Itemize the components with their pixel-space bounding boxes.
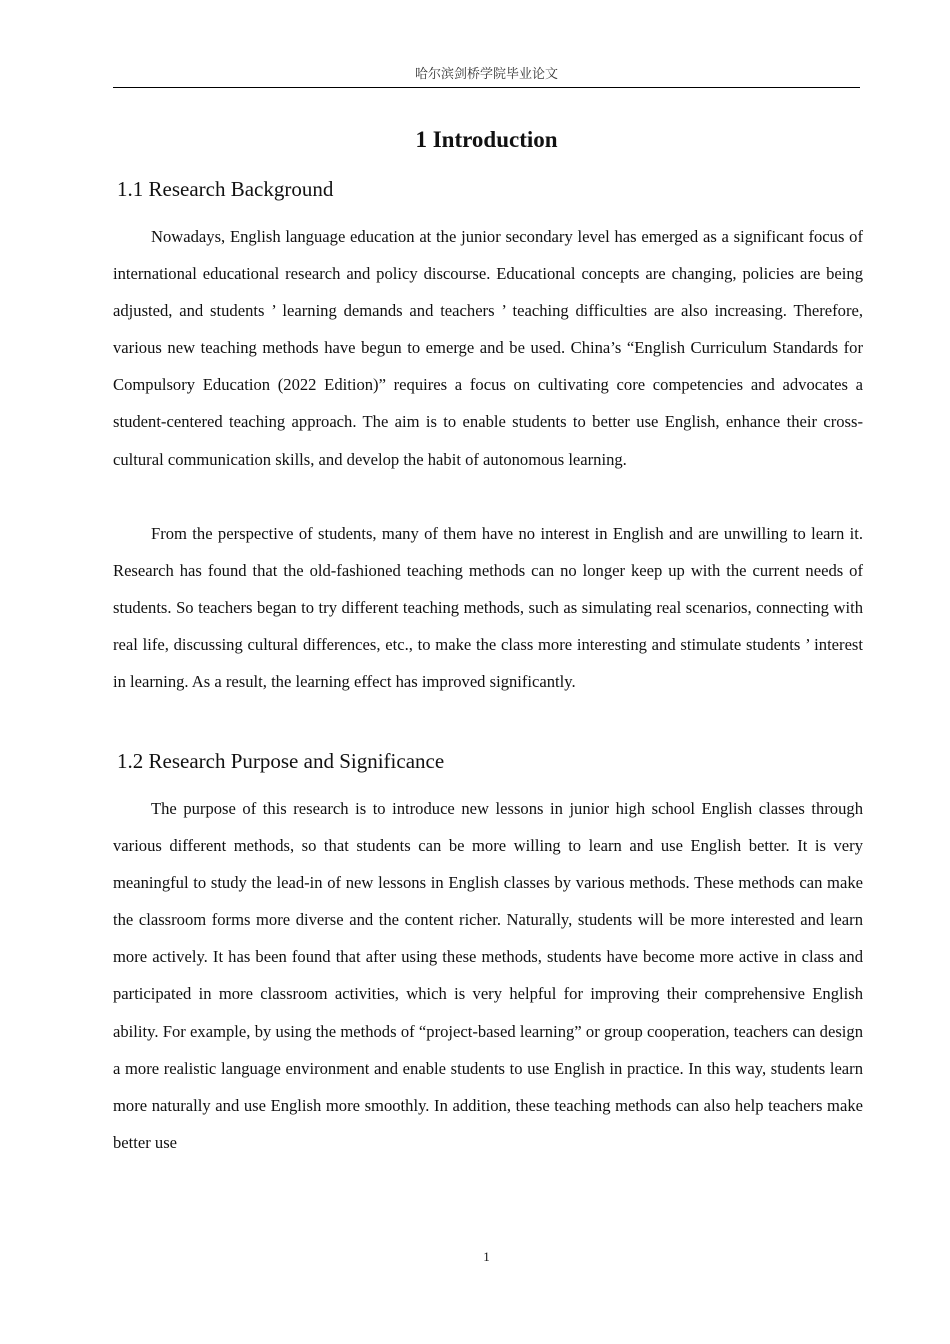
running-header: 哈尔滨剑桥学院毕业论文: [414, 67, 558, 82]
page-number: 1: [483, 1249, 490, 1264]
section-heading-purpose-significance: 1.2 Research Purpose and Significance: [117, 749, 445, 773]
header-rule: [113, 87, 860, 88]
paragraph-background-2: From the perspective of students, many of them have no interest in English and are unwilling to learn it. Research has found that the old-fashioned teaching methods can no longer keep up with the current needs of students. So teachers began to try different teaching methods, such as simulating real scenarios, connecting with real life, discussing cultural differences, etc., to make the class more interesting and stimulate students ’ interest in learning. As a result, the learning effect has improved significantly.: [113, 524, 863, 692]
chapter-title: 1 Introduction: [415, 127, 558, 152]
paragraph-purpose-1: The purpose of this research is to introduce new lessons in junior high school English classes through various different methods, so that students can be more willing to learn and use English better. It is very meaningful to study the lead-in of new lessons in English classes by various methods. These methods can make the classroom forms more diverse and the content richer. Naturally, students will be more interested and learn more actively. It has been found that after using these methods, students have become more active in class and participated in more classroom activities, which is very helpful for improving their comprehensive English ability. For example, by using the methods of “project-based learning” or group cooperation, teachers can design a more realistic language environment and enable students to use English in practice. In this way, students learn more naturally and use English more smoothly. In addition, these teaching methods can also help teachers make better use: [113, 799, 863, 1152]
paragraph-background-1: Nowadays, English language education at the junior secondary level has emerged as a significant focus of international educational research and policy discourse. Educational concepts are changing, policies are being adjusted, and students ’ learning demands and teachers ’ teaching difficulties are also increasing. Therefore, various new teaching methods have begun to emerge and be used. China’s “English Curriculum Standards for Compulsory Education (2022 Edition)” requires a focus on cultivating core competencies and advocates a student-centered teaching approach. The aim is to enable students to better use English, enhance their cross-cultural communication skills, and develop the habit of autonomous learning.: [113, 227, 863, 469]
section-heading-research-background: 1.1 Research Background: [117, 177, 334, 201]
